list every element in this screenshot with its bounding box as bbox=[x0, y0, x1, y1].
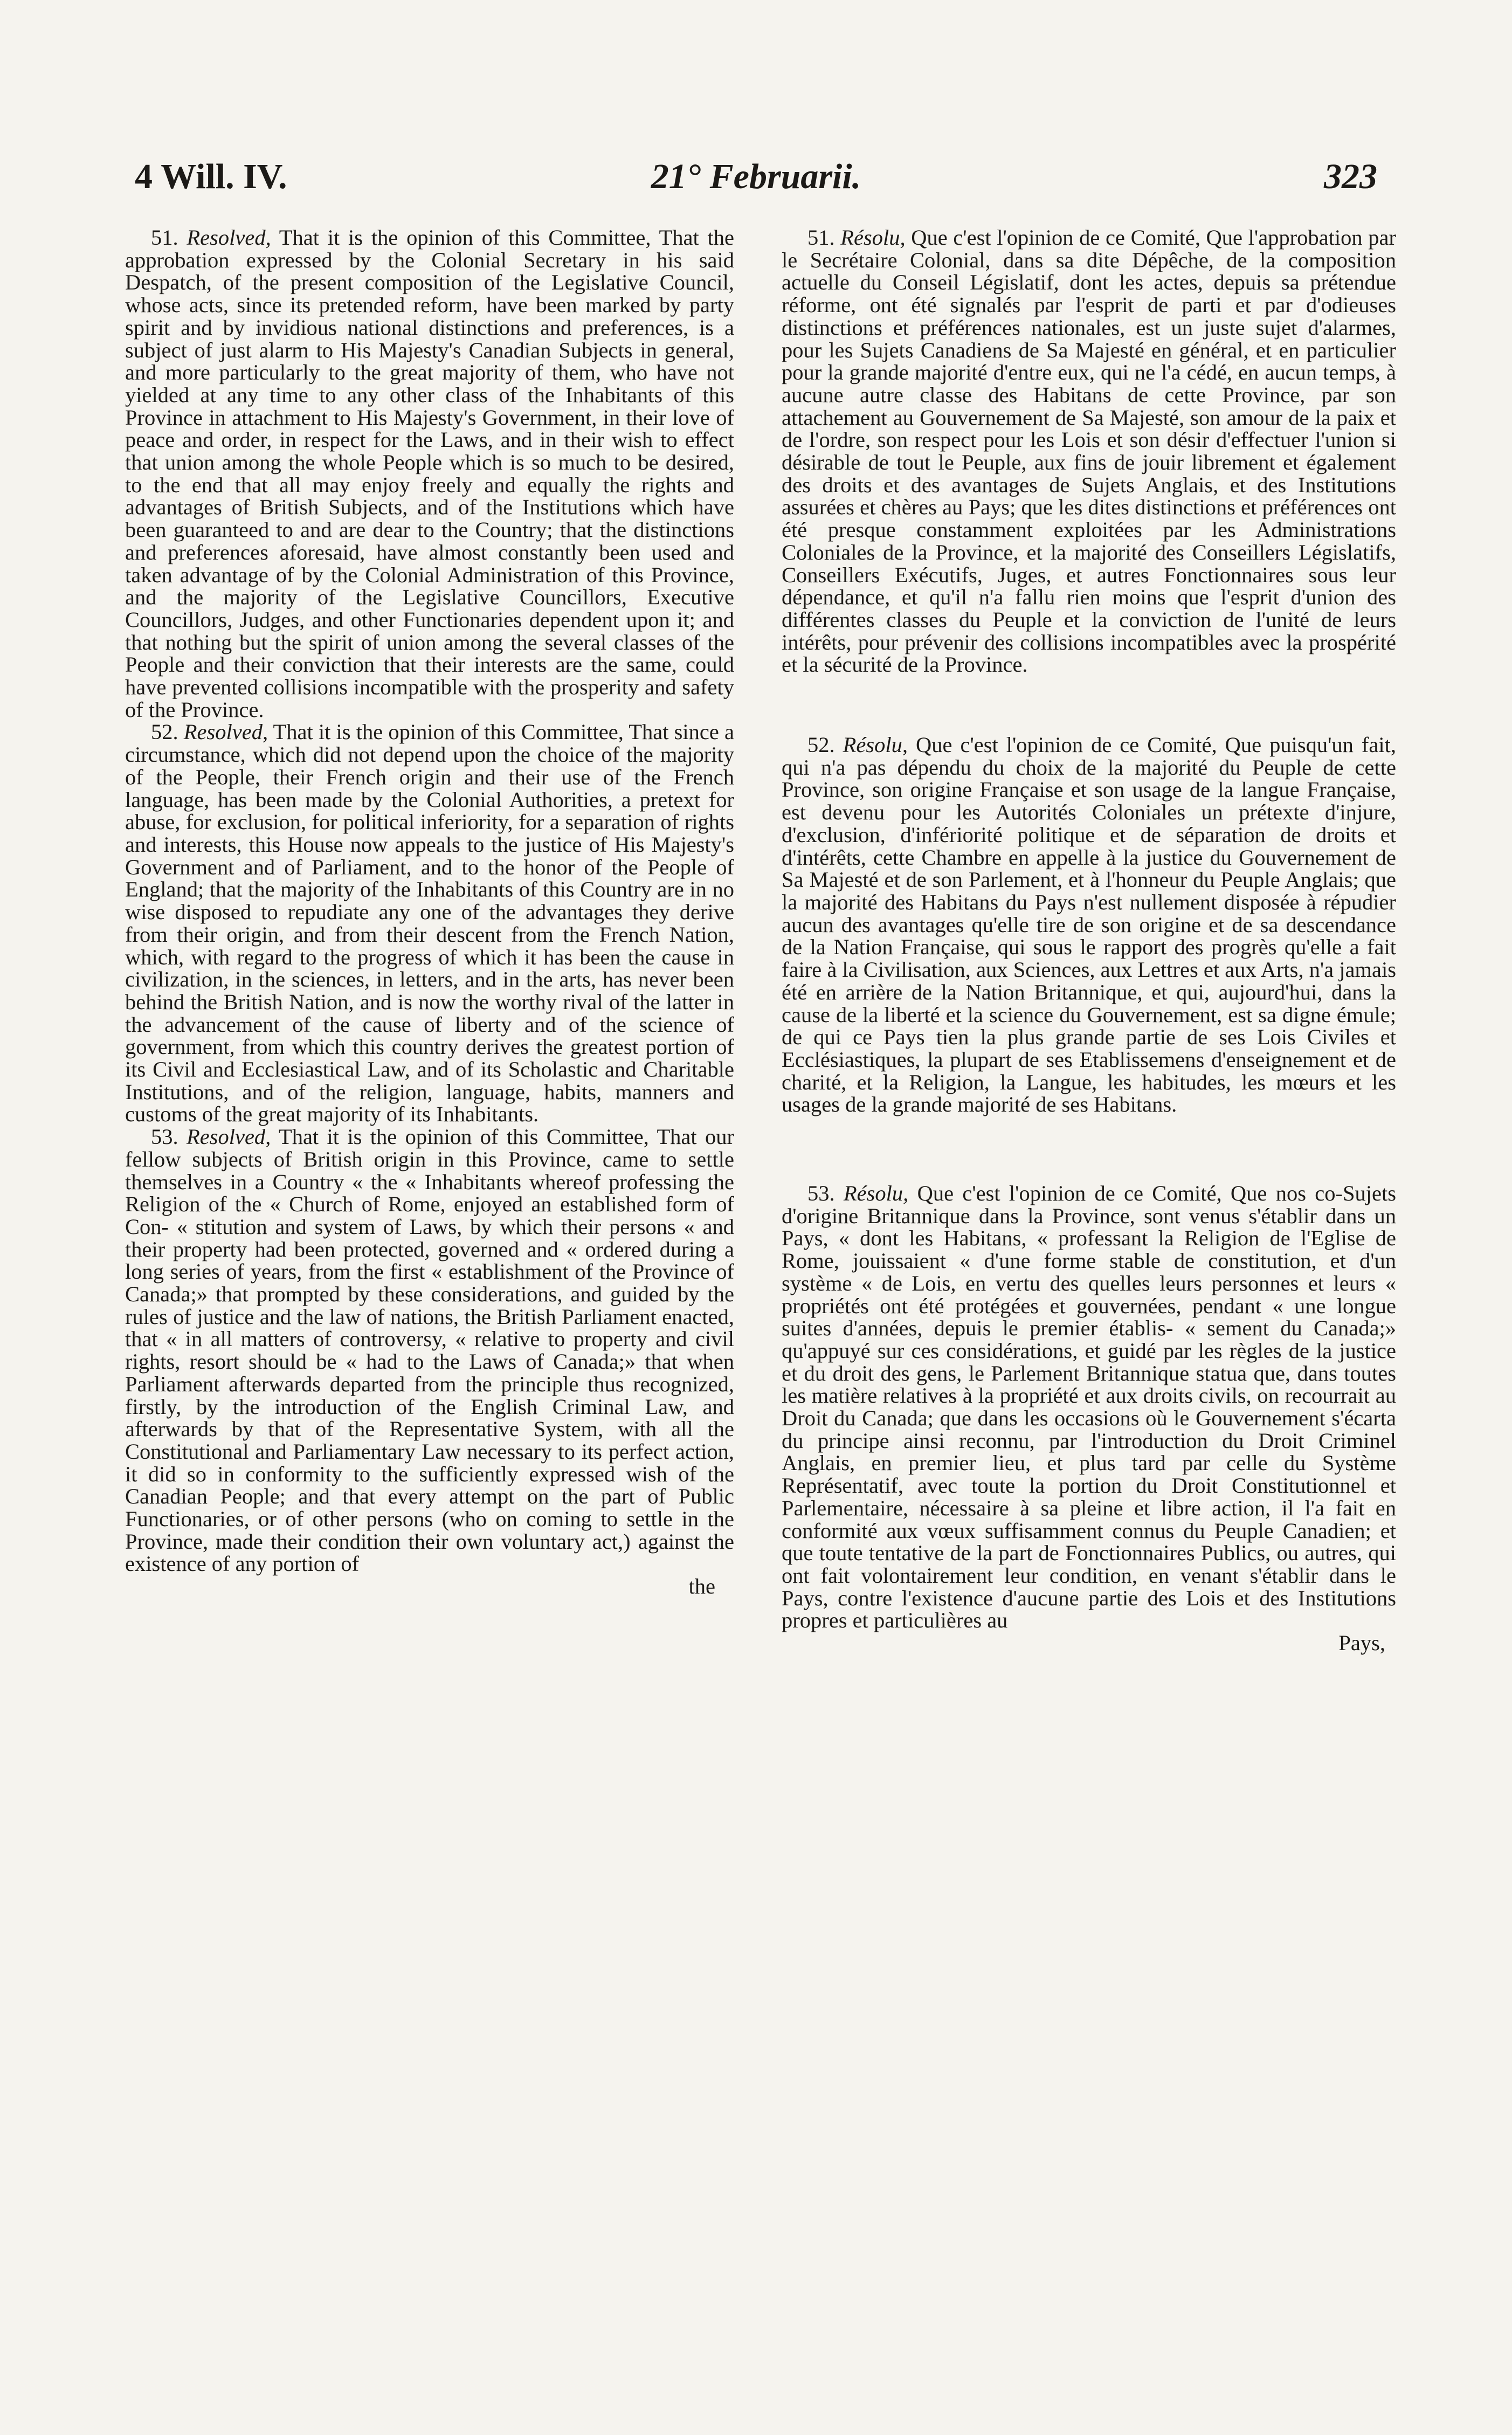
resolution-53-en bbox=[125, 1126, 734, 1575]
resolution-number: 52. bbox=[807, 733, 835, 757]
resolution-52-fr bbox=[782, 734, 1396, 1116]
resolution-number: 52. bbox=[151, 720, 178, 744]
resolution-text: Que c'est l'opinion de ce Comité, Que puisqu'un fait, qui n'a pas dépendu du choix de la majorité du Peuple de cette Province, son origine Française et son usage de la langue Française, est devenu pour les Autorités Coloniales un prétexte d'injure, d'exclusion, d'infériorité politique et de séparation de droits et d'intérêts, cette Chambre en appelle à la justice du Gouvernement de Sa Majesté et de son Parlement, et à l'honneur du Peuple Anglais; que la majorité des Habitans du Pays n'est nullement disposée à répudier aucun des avantages qu'elle tire de son origine et de sa descendance de la Nation Française, qui sous le rapport des progrès qu'elle a fait faire à la Civilisation, aux Sciences, aux Lettres et aux Arts, n'a jamais été en arrière de la Nation Britannique, et qui, aujourd'hui, dans la cause de la liberté et la science du Gouvernement, est sa digne émule; de qui ce Pays tien la plus grande partie de ses Lois Civiles et Ecclésiastiques, la plupart de ses Etablissemens d'enseignement et de charité, et la Religion, la Langue, les habitudes, les mœurs et les usages de la grande majorité de ses Habitans. bbox=[782, 733, 1397, 1117]
resolution-text: Que c'est l'opinion de ce Comité, Que l'approbation par le Secrétaire Colonial, dans sa dite Dépêche, de la composition actuelle du Conseil Législatif, dont les actes, depuis sa prétendue réforme, ont été signalés par l'esprit de parti et par d'odieuses distinctions et préférences nationales, est un juste sujet d'alarmes, pour les Sujets Canadiens de Sa Majesté en général, et en particulier pour la grande majorité d'entre eux, qui ne l'a cédé, en aucun temps, à aucune autre classe des Habitans de cette Province, par son attachement au Gouvernement de Sa Majesté, son amour de la paix et de l'ordre, son respect pour les Lois et son désir d'effectuer l'union si désirable de tout le Peuple, aux fins de jouir librement et également des droits et des avantages de Sujets Anglais, et des Institutions assurées et chères au Pays; que les dites distinctions et préférences ont été presque constamment exploitées par les Administrations Coloniales de la Province, et la majorité des Conseillers Législatifs, Conseillers Exécutifs, Juges, et autres Fonctionnaires sous leur dépendance, et qu'il n'a fallu rien moins que l'esprit d'union des différentes classes du Peuple et la conviction de l'unité de leurs intérêts, pour prévenir des collisions incompatibles avec la prospérité et la sécurité de la Province. bbox=[782, 225, 1396, 677]
resolved-label: Résolu, bbox=[843, 733, 908, 757]
running-head bbox=[135, 156, 1377, 210]
catchword: the bbox=[688, 1574, 715, 1599]
resolution-52-en bbox=[125, 721, 734, 1126]
resolved-label: Resolved, bbox=[183, 720, 268, 744]
resolution-text: That it is the opinion of this Committee, That our fellow subjects of British origin in this Province, came to settle themselves in a Country « the « Inhabitants whereof professing the Religion of the « Church of Rome, enjoyed an established form of Con- « stitution and system of Laws, by which their persons « and their property had been protected, governed and « ordered during a long series of years, from the first « establishment of the Province of Canada;» that prompted by these considerations, and guided by the rules of justice and the law of nations, the British Parliament enacted, that « in all matters of controversy, « relative to property and civil rights, resort should be « had to the Laws of Canada;» that when Parliament afterwards departed from the principle thus recognized, firstly, by the introduction of the English Criminal Law, and afterwards by that of the Representative System, with all the Constitutional and Parliamentary Law necessary to its perfect action, it did so in conformity to the sufficiently expressed wish of the Canadian People; and that every attempt on the part of Public Functionaries, or of other persons (who on coming to settle in the Province, made their condition their own voluntary act,) against the existence of any portion of bbox=[125, 1125, 735, 1576]
resolution-text: That it is the opinion of this Committee, That the approbation expressed by the Colonial Secretary in his said Despatch, of the present composition of the Legislative Council, whose acts, since its pretended reform, have been marked by party spirit and by invidious national distinctions and preferences, is a subject of just alarm to His Majesty's Canadian Subjects in general, and more particularly to the great majority of them, who have not yielded at any time to any other class of the Inhabitants of this Province in attachment to His Majesty's Government, in their love of peace and order, in respect for the Laws, and in their wish to effect that union among the whole People which is so much to be desired, to the end that all may enjoy freely and equally the rights and advantages of British Subjects, and of the Institutions which have been guaranteed to and are dear to the Country; that the distinctions and preferences aforesaid, have almost constantly been used and taken advantage of by the Colonial Administration of this Province, and the majority of the Legislative Councillors, Executive Councillors, Judges, and other Functionaries dependent upon it; and that nothing but the spirit of union among the several classes of the People and their conviction that their interests are the same, could have prevented collisions incompatible with the prosperity and safety of the Province. bbox=[125, 225, 734, 722]
date-heading: 21° Februarii. bbox=[651, 157, 861, 196]
resolution-51-fr bbox=[782, 226, 1396, 676]
resolution-number: 53. bbox=[807, 1181, 835, 1206]
resolution-53-fr bbox=[782, 1182, 1396, 1632]
page-number: 323 bbox=[1324, 157, 1377, 196]
resolution-text: That it is the opinion of this Committee, That since a circumstance, which did not depend upon the choice of the majority of the People, their French origin and their use of the French language, has been made by the Colonial Authorities, a pretext for abuse, for exclusion, for political inferiority, for a separation of rights and interests, this House now appeals to the justice of His Majesty's Government and of Parliament, and to the honor of the People of England; that the majority of the Inhabitants of this Country are in no wise disposed to repudiate any one of the advantages they derive from their origin, and from their descent from the French Nation, which, with regard to the progress of which it has been the cause in civilization, in the sciences, in letters, and in the arts, has never been behind the British Nation, and is now the worthy rival of the latter in the advancement of the cause of liberty and of the science of government, from which this country derives the greatest portion of its Civil and Ecclesiastical Law, and of its Scholastic and Charitable Institutions, and of the religion, language, habits, manners and customs of the great majority of its Inhabitants. bbox=[125, 720, 734, 1127]
english-column bbox=[125, 226, 734, 1598]
resolution-number: 53. bbox=[151, 1125, 178, 1149]
resolved-label: Resolved, bbox=[187, 225, 271, 250]
resolution-number: 51. bbox=[807, 225, 835, 250]
catchword: Pays, bbox=[1338, 1631, 1385, 1655]
french-column bbox=[782, 226, 1396, 1654]
resolved-label: Resolved, bbox=[187, 1125, 271, 1149]
resolution-number: 51. bbox=[151, 225, 178, 250]
resolved-label: Résolu, bbox=[840, 225, 906, 250]
regnal-year: 4 Will. IV. bbox=[135, 157, 287, 196]
resolution-51-en bbox=[125, 226, 734, 721]
resolved-label: Résolu, bbox=[843, 1181, 909, 1206]
resolution-text: Que c'est l'opinion de ce Comité, Que nos co-Sujets d'origine Britannique dans la Province, sont venus s'établir dans un Pays, « dont les Habitans, « professant la Religion de l'Eglise de Rome, jouissaient « d'une forme stable de constitution, et d'un système « de Lois, en vertu des quelles leurs personnes et leurs « propriétés ont été protégées et gouvernées, pendant « une longue suites d'années, depuis le premier établis- « sement du Canada;» qu'appuyé sur ces considérations, et guidé par les règles de la justice et du droit des gens, le Parlement Britannique statua que, dans toutes les matière relatives à la propriété et aux droits civils, on recourrait au Droit du Canada; que dans les occasions où le Gouvernement s'écarta du principe ainsi reconnu, par l'introduction du Droit Criminel Anglais, en premier lieu, et plus tard par celle du Système Représentatif, avec toute la portion du Droit Constitutionnel et Parlementaire, nécessaire à sa pleine et libre action, il l'a fait en conformité aux vœux suffisamment connus du Peuple Canadien; et que toute tentative de la part de Fonctionnaires Publics, ou autres, qui ont fait volontairement leur condition, en venant s'établir dans le Pays, contre l'existence d'aucune partie des Lois et des Institutions propres et particulières au bbox=[782, 1181, 1396, 1633]
